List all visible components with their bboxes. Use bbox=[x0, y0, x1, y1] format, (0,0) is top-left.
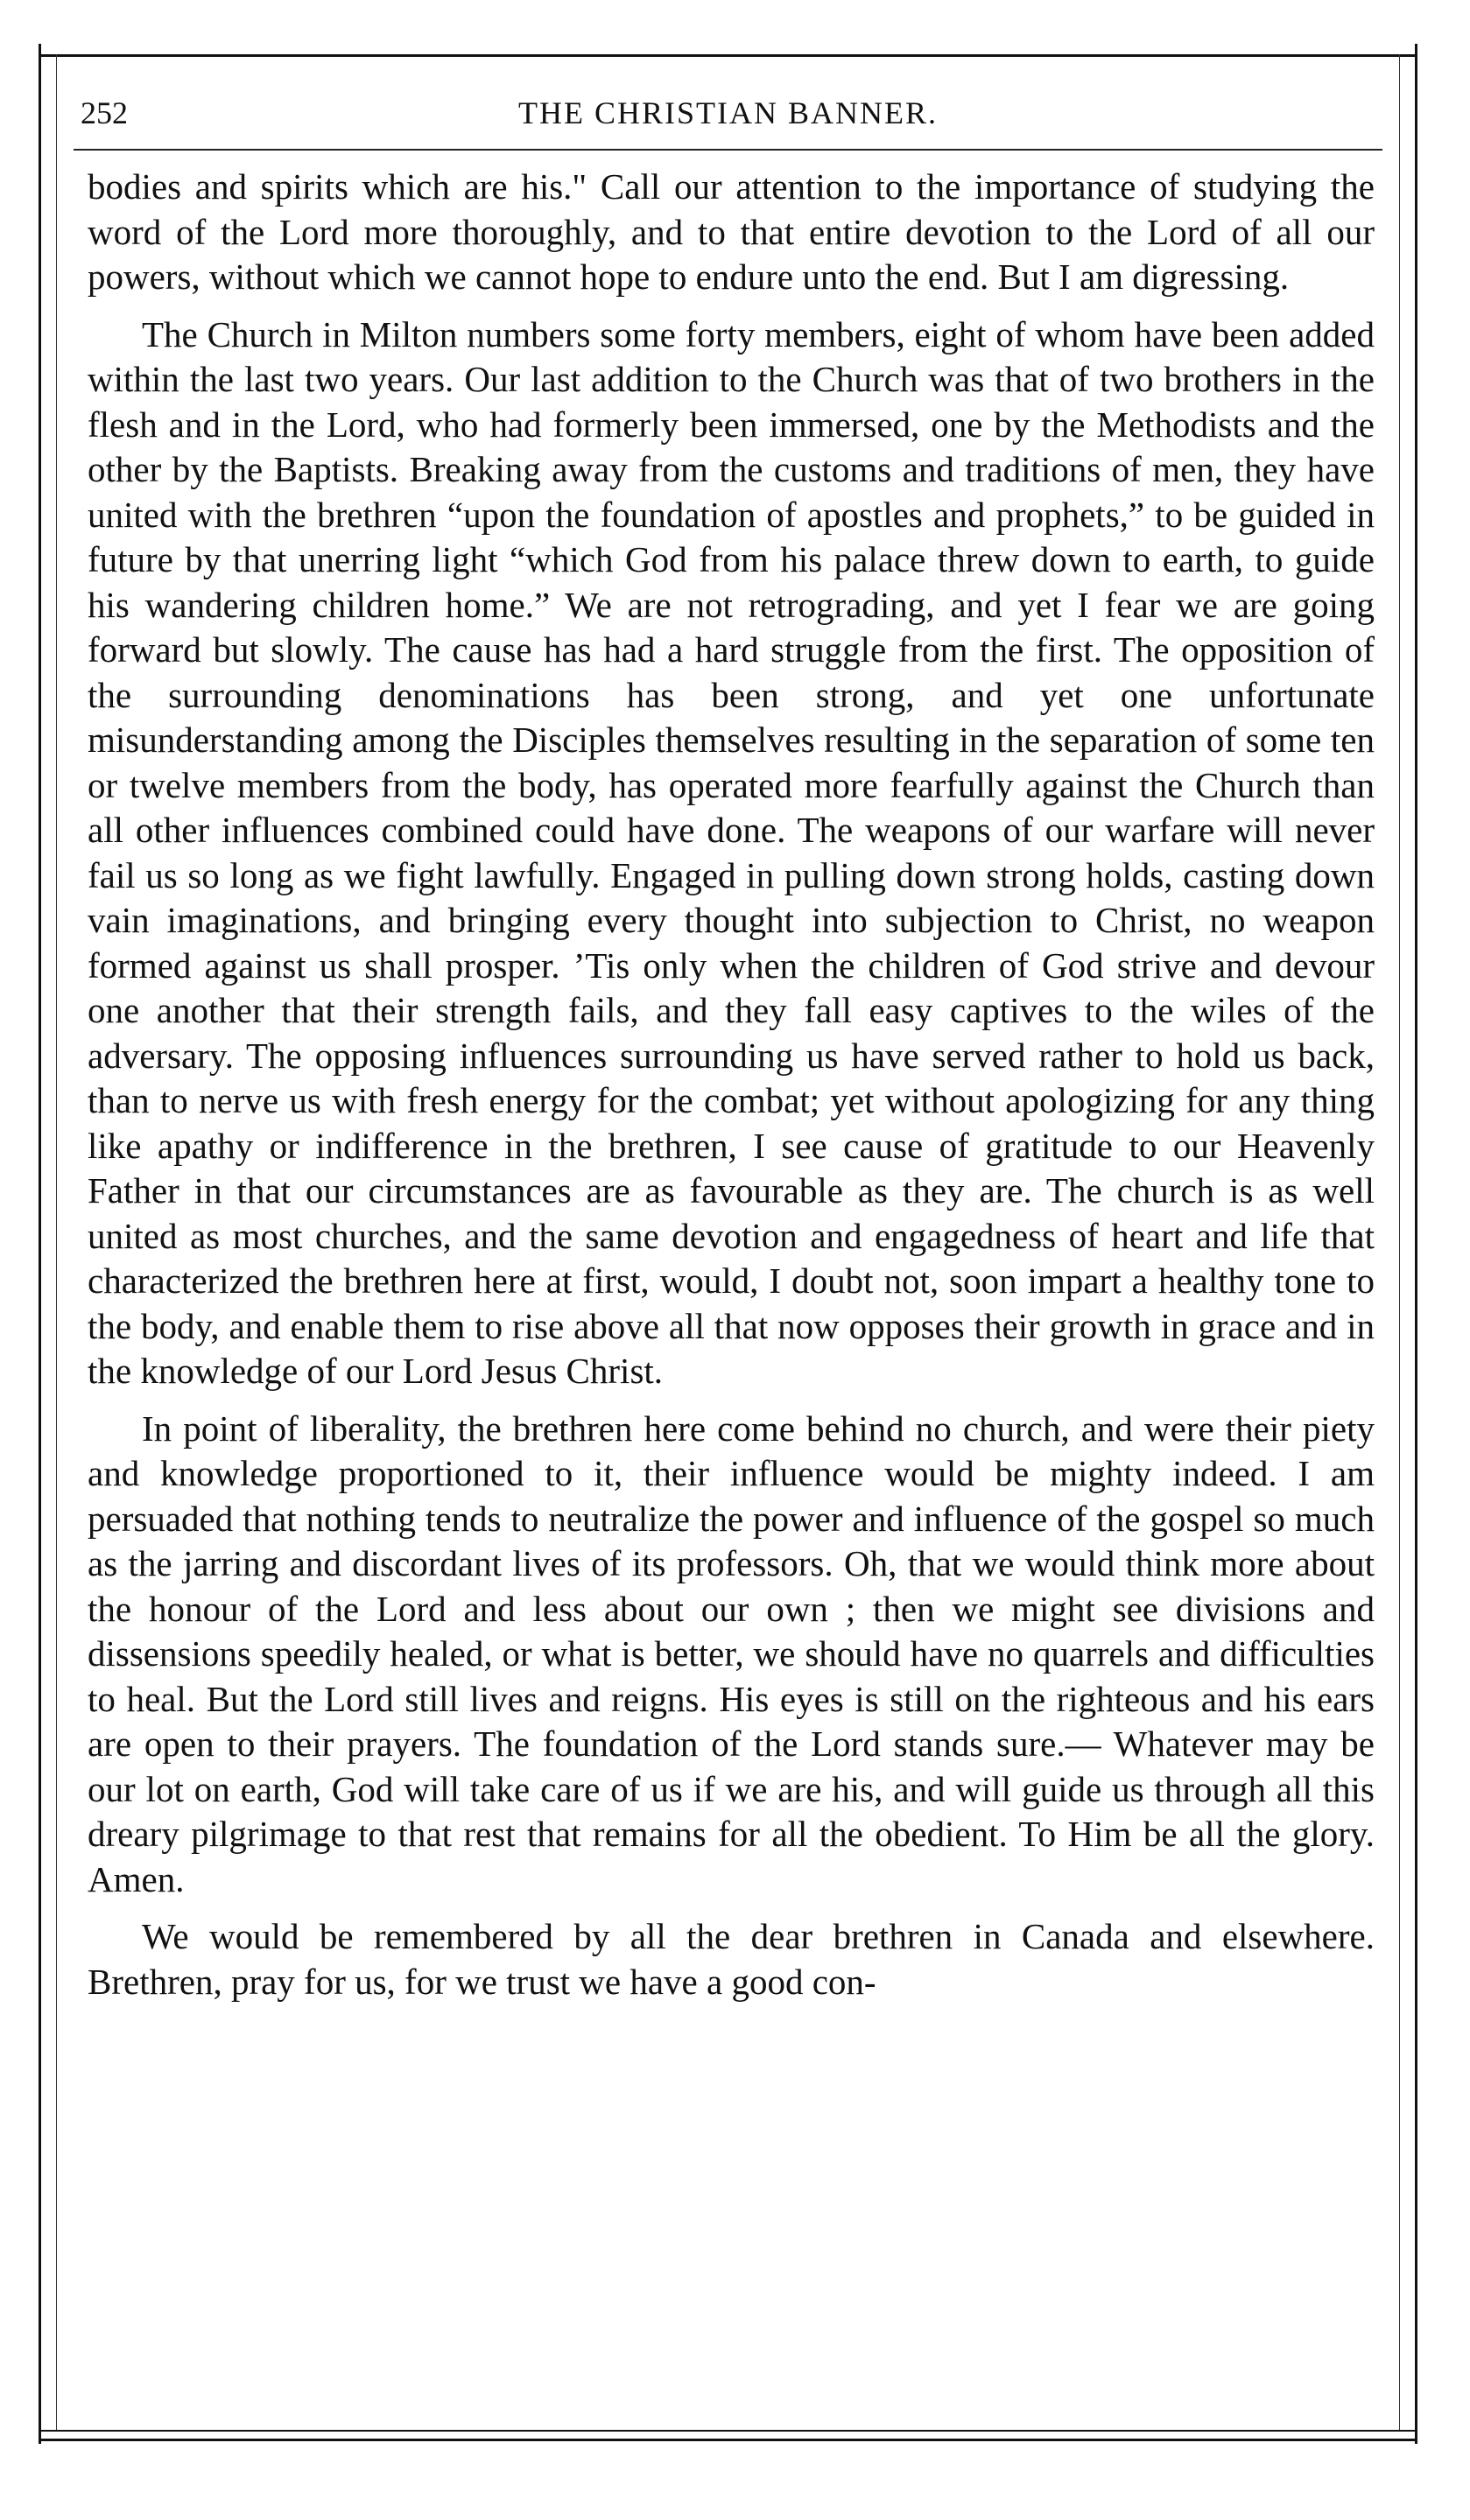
top-rule bbox=[39, 54, 1417, 57]
running-title: THE CHRISTIAN BANNER. bbox=[518, 95, 938, 130]
article-body bbox=[88, 165, 1375, 2017]
page-header bbox=[74, 88, 1382, 140]
paragraph-remembered: We would be remembered by all the dear brethren in Canada and elsewhere. Brethren, pray for us, for we trust we have a good con- bbox=[88, 1916, 1375, 2002]
paragraph-liberality: In point of liberality, the brethren here come behind no church, and were their piety and knowledge proportioned to it, their influence would be mighty indeed. I am persuaded that nothing tends to neutralize the power and influence of the gospel so much as the jarring and discordant lives of its professors. Oh, that we would think more about the honour of the Lord and less about our own ; then we might see divisions and dissensions speedily healed, or what is better, we should have no quarrels and difficulties to heal. But the Lord still lives and reigns. His eyes is still on the righteous and his ears are open to their prayers. The foundation of the Lord stands sure.— Whatever may be our lot on earth, God will take care of us if we are his, and will guide us through all this dreary pilgrimage to that rest that remains for all the obedient. To Him be all the glory. Amen. bbox=[88, 1407, 1375, 1899]
inner-right-rule bbox=[1399, 54, 1400, 2430]
page-number: 252 bbox=[81, 95, 128, 130]
paragraph-church-in-milton: The Church in Milton numbers some forty members, eight of whom have been added within the last two years. Our last addition to the Church was that of two brothers in the flesh and in the Lord, who had formerly been immersed, one by the Methodists and the other by the Baptists. Breaking away from the customs and traditions of men, they have united with the brethren “upon the foundation of apostles and prophets,” to be guided in future by that unerring light “which God from his palace threw down to earth, to guide his wandering children home.” We are not retrograding, and yet I fear we are going forward but slowly. The cause has had a hard struggle from the first. The opposition of the surrounding denominations has been strong, and yet one unfortunate misunderstanding among the Disciples themselves resulting in the separation of some ten or twelve members from the body, has operated more fearfully against the Church than all other influences combined could have done. The weapons of our warfare will never fail us so long as we fight lawfully. Engaged in pulling down strong holds, casting down vain imaginations, and bringing every thought into subjection to Christ, no weapon formed against us shall prosper. ’Tis only when the children of God strive and devour one another that their strength fails, and they fall easy captives to the wiles of the adversary. The opposing influences surrounding us have served rather to hold us back, than to nerve us with fresh energy for the combat; yet without apologizing for any thing like apathy or indifference in the brethren, I see cause of gratitude to our Heavenly Father in that our circumstances are as favourable as they are. The church is as well united as most churches, and the same devotion and engagedness of heart and life that characterized the brethren here at first, would, I doubt not, soon impart a healthy tone to the body, and enable them to rise above all that now opposes their growth in grace and in the knowledge of our Lord Jesus Christ. bbox=[88, 313, 1375, 1391]
paragraph-continued: bodies and spirits which are his." Call our attention to the importance of studying the word of the Lord more thoroughly, and to that entire devotion to the Lord of all our powers, without which we cannot hope to endure unto the end. But I am digressing. bbox=[88, 166, 1375, 297]
inner-left-rule bbox=[56, 54, 57, 2430]
bottom-rule-thick bbox=[39, 2439, 1417, 2441]
bottom-rule-thin bbox=[39, 2430, 1417, 2432]
header-rule bbox=[74, 149, 1382, 151]
